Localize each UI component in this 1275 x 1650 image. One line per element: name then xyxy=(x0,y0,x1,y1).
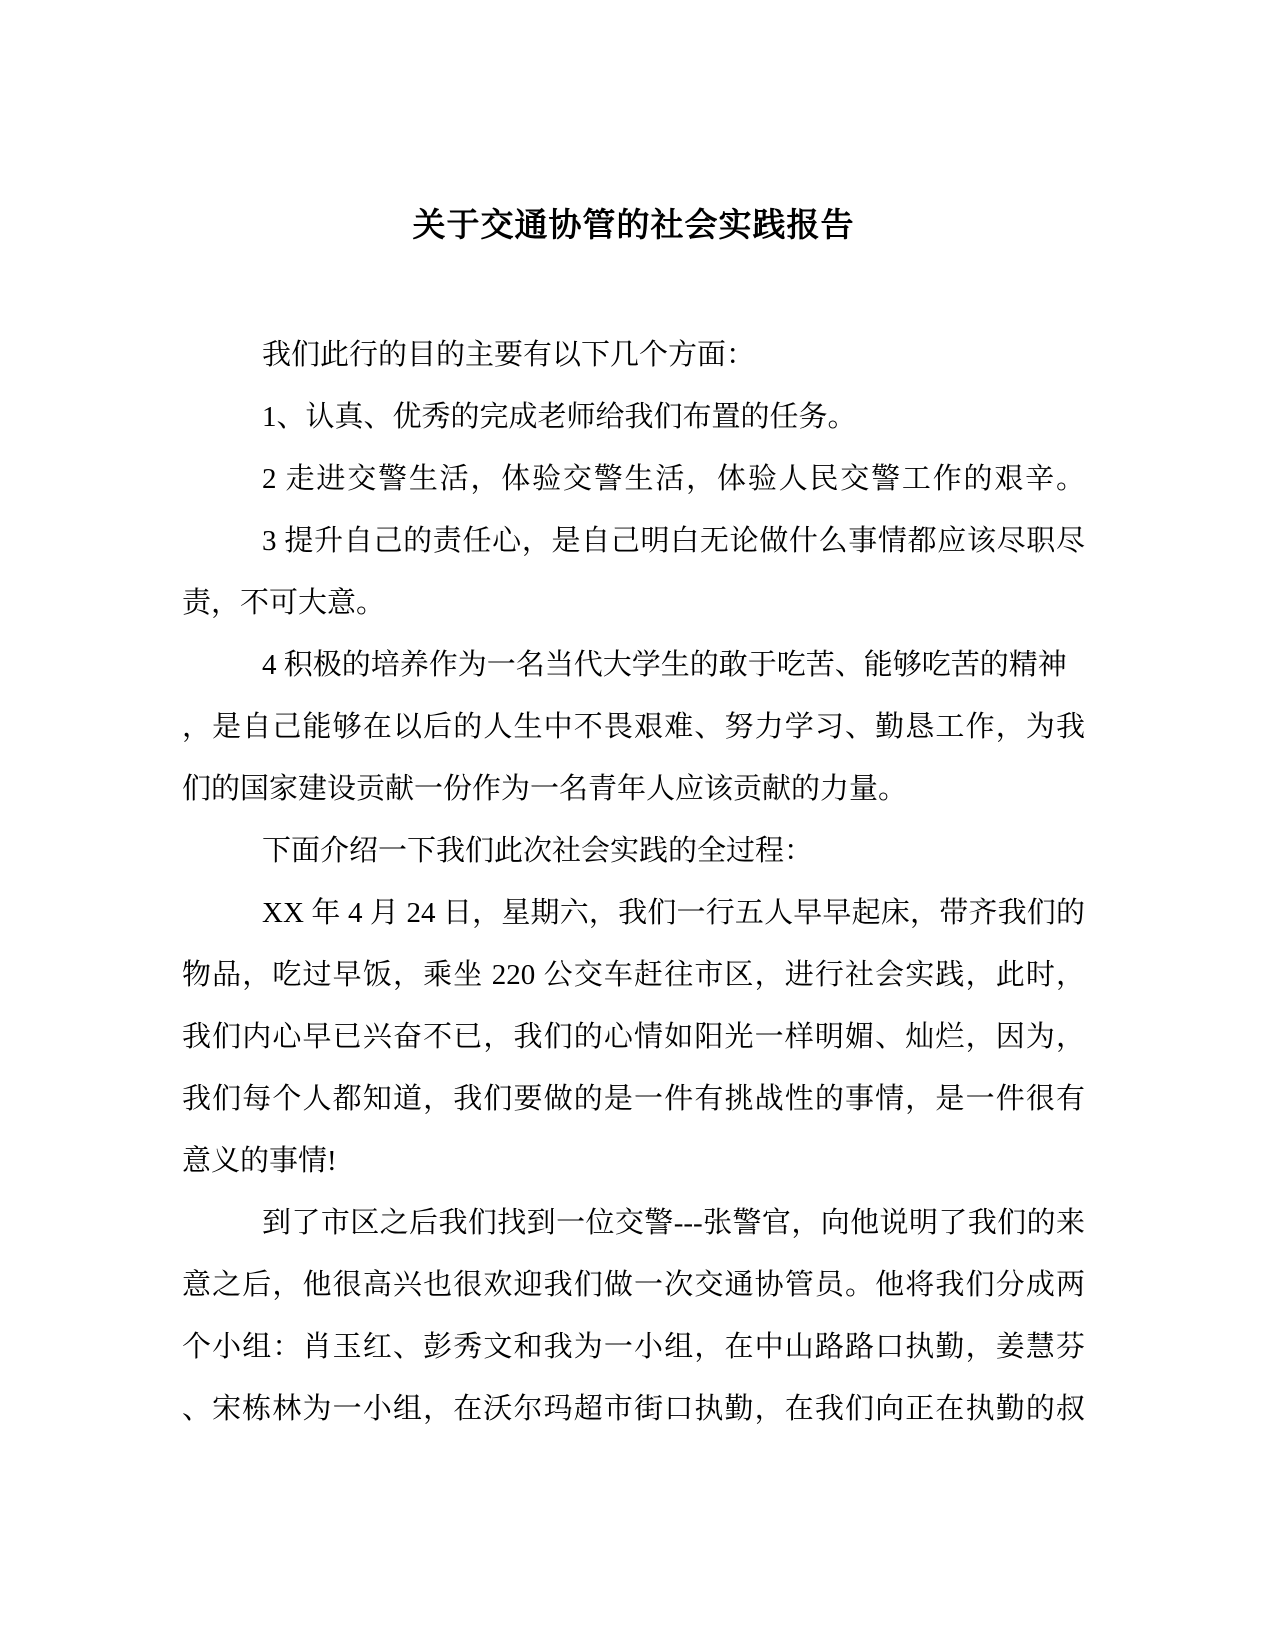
text-line: 到了市区之后我们找到一位交警---张警官，向他说明了我们的来 xyxy=(262,1207,1085,1239)
text-line: 1、认真、优秀的完成老师给我们布置的任务。 xyxy=(262,401,857,433)
text-line: 意之后，他很高兴也很欢迎我们做一次交通协管员。他将我们分成两 xyxy=(182,1269,1085,1301)
text-line: 意义的事情! xyxy=(182,1145,337,1177)
text-line: 我们内心早已兴奋不已，我们的心情如阳光一样明媚、灿烂，因为， xyxy=(182,1021,1085,1053)
text-line: 2 走进交警生活，体验交警生活，体验人民交警工作的艰辛。 xyxy=(262,463,1085,495)
text-line: 下面介绍一下我们此次社会实践的全过程： xyxy=(262,835,814,867)
text-line: ，是自己能够在以后的人生中不畏艰难、努力学习、勤恳工作，为我 xyxy=(182,711,1085,743)
text-line: 物品，吃过早饭，乘坐 220 公交车赶往市区，进行社会实践，此时， xyxy=(182,959,1085,991)
document-body xyxy=(182,324,1085,1440)
text-line: 责，不可大意。 xyxy=(182,587,386,619)
text-line: 个小组：肖玉红、彭秀文和我为一小组，在中山路路口执勤，姜慧芬 xyxy=(182,1331,1085,1363)
text-line: 我们此行的目的主要有以下几个方面： xyxy=(262,339,756,371)
text-line: 我们每个人都知道，我们要做的是一件有挑战性的事情，是一件很有 xyxy=(182,1083,1085,1115)
text-line: 3 提升自己的责任心，是自己明白无论做什么事情都应该尽职尽 xyxy=(262,525,1085,557)
document-title: 关于交通协管的社会实践报告 xyxy=(412,206,855,243)
text-line: XX 年 4 月 24 日，星期六，我们一行五人早早起床，带齐我们的 xyxy=(262,897,1085,929)
text-line: 4 积极的培养作为一名当代大学生的敢于吃苦、能够吃苦的精神 xyxy=(262,649,1067,681)
text-line: 、宋栋林为一小组，在沃尔玛超市街口执勤，在我们向正在执勤的叔 xyxy=(182,1393,1085,1425)
text-line: 们的国家建设贡献一份作为一名青年人应该贡献的力量。 xyxy=(182,773,908,805)
